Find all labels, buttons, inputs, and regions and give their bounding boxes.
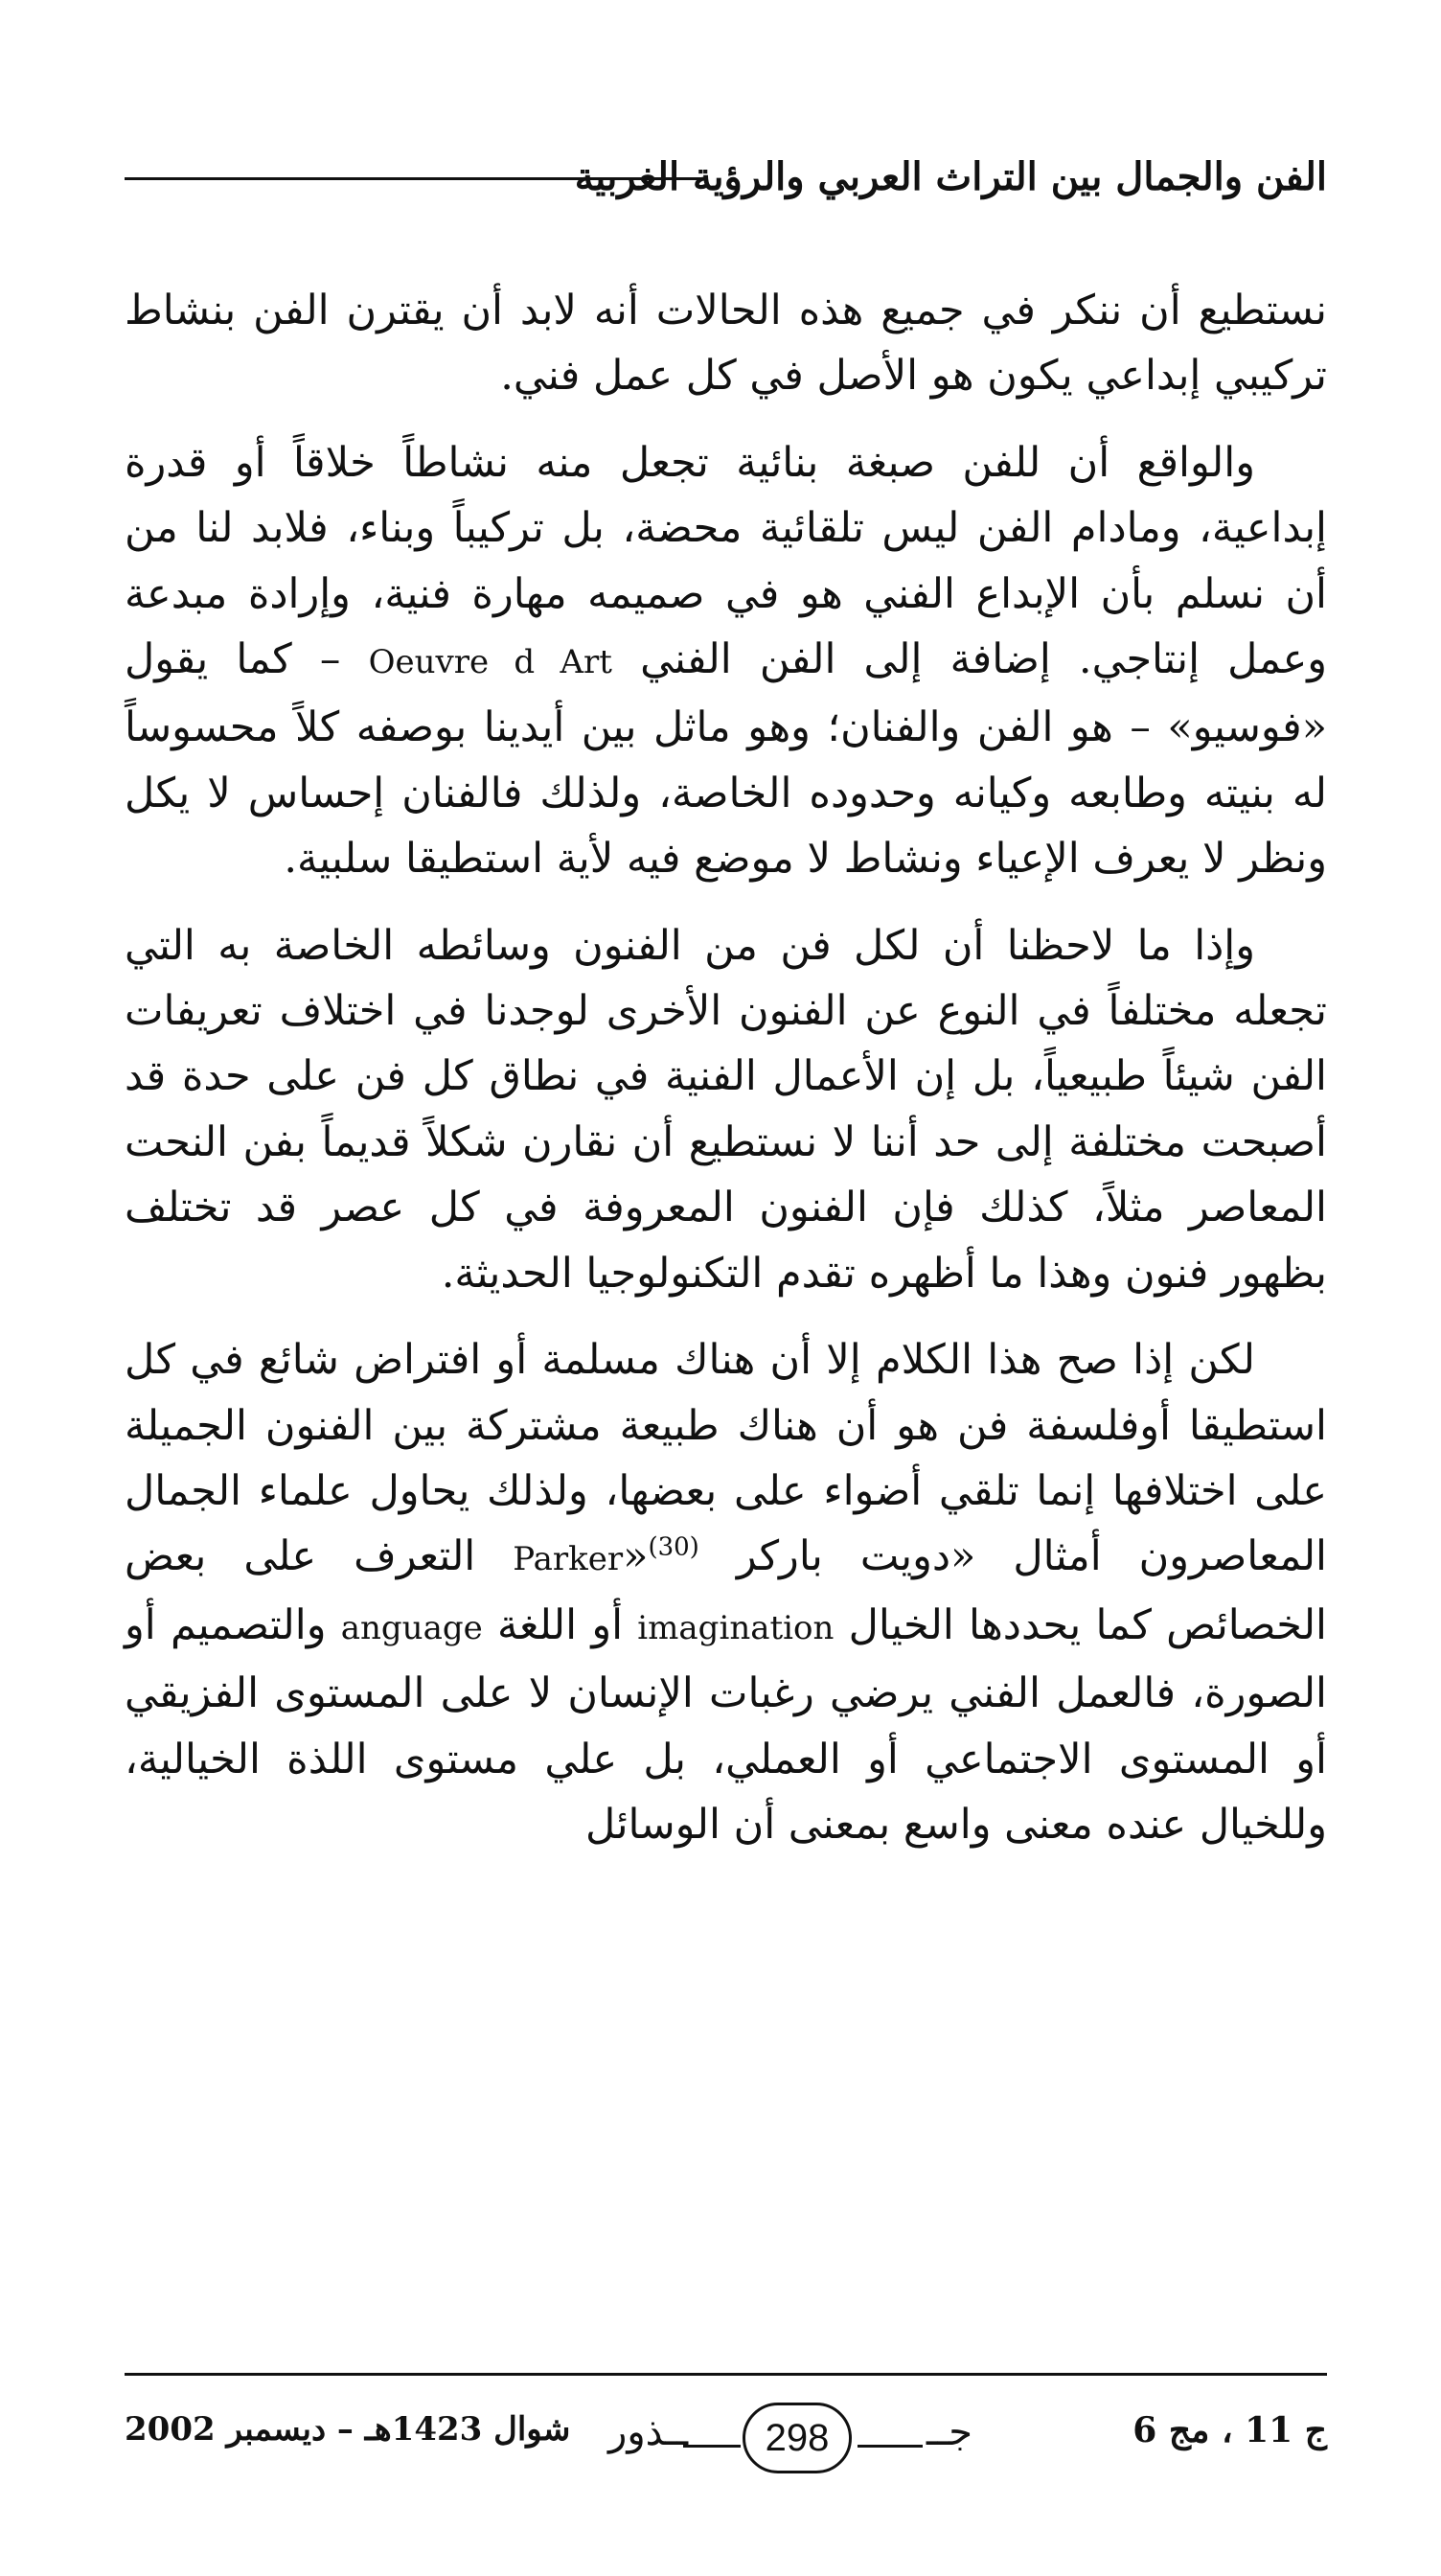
paragraph-4-part-e: والتصميم أو الصورة، فالعمل الفني يرضي رغبات الإنسان لا على المستوى الفزيقي أو المستوى الاجتماعي أو العملي، بل علي مستوى اللذة الخيالية، وللخيال عنده معنى واسع بمعنى أن الوسائل [125, 1600, 1327, 1849]
journal-logo [608, 2391, 972, 2487]
volume-info: ج 11 ، مج 6 [1132, 2410, 1327, 2450]
paragraph-1: نستطيع أن ننكر في جميع هذه الحالات أنه لابد أن يقترن الفن بنشاط تركيبي إبداعي يكون هو الأصل في كل عمل فني. [125, 287, 1327, 401]
body-text [125, 278, 1327, 1857]
journal-name-right: جــ [926, 2410, 972, 2454]
journal-stroke-right [858, 2445, 923, 2448]
latin-term-language: anguage [340, 1608, 483, 1647]
header-rule [125, 177, 704, 180]
paragraph-4-part-d: أو اللغة [497, 1600, 624, 1649]
page-number: 298 [743, 2403, 852, 2473]
latin-term-parker: Parker [513, 1540, 624, 1579]
latin-term-imagination: imagination [637, 1608, 835, 1647]
journal-stroke-left [683, 2445, 741, 2448]
footer-rule [125, 2373, 1327, 2376]
latin-term-oeuvre: Oeuvre d Art [368, 643, 612, 682]
running-header [125, 144, 1327, 211]
header-title: الفن والجمال بين التراث العربي والرؤية الغربية [574, 154, 1327, 199]
paragraph-4-part-a: لكن إذا صح هذا الكلام إلا أن هناك مسلمة أو افتراض شائع في كل استطيقا أوفلسفة فن هو أن هناك طبيعة مشتركة بين الفنون الجميلة على اختلافها إنما تلقي أضواء على بعضها، ولذلك يحاول علماء الجمال المعاصرون أمثال «دويت باركر [125, 1336, 1328, 1581]
paragraph-3: وإذا ما لاحظنا أن لكل فن من الفنون وسائطه الخاصة به التي تجعله مختلفاً في النوع عن الفنون الأخرى لوجدنا في اختلاف تعريفات الفن شيئاً طبيعياً، بل إن الأعمال الفنية في نطاق كل فن على حدة قد أصبحت مختلفة إلى حد أننا لا نستطيع أن نقارن شكلاً قديماً بفن النحت المعاصر مثلاً، كذلك فإن الفنون المعروفة في كل عصر قد تختلف بظهور فنون وهذا ما أظهره تقدم التكنولوجيا الحديثة. [125, 921, 1327, 1298]
footnote-ref-30: (30) [648, 1532, 699, 1562]
paragraph-4-part-c: التعرف على بعض الخصائص كما يحددها الخيال [125, 1532, 1328, 1649]
paragraph-2-part-b: – كما يقول «فوسيو» – هو الفن والفنان؛ وهو ماثل بين أيدينا بوصفه كلاً محسوساً له بنيته وطابعه وكيانه وحدوده الخاصة، ولذلك فالفنان إحساس لا يكل ونظر لا يعرف الإعياء ونشاط لا موضع فيه لأية استطيقا سلبية. [125, 635, 1327, 884]
paragraph-2 [125, 430, 1327, 892]
journal-name-left: ــذور [608, 2410, 689, 2454]
page-footer [125, 2391, 1327, 2496]
issue-date: شوال 1423هـ – ديسمبر 2002 [125, 2410, 571, 2449]
paragraph-2-part-a: والواقع أن للفن صبغة بنائية تجعل منه نشاطاً خلاقاً أو قدرة إبداعية، ومادام الفن ليس تلقائية محضة، بل تركيباً وبناء، فلابد لنا من أن نسلم بأن الإبداع الفني هو في صميمه مهارة فنية، وإرادة مبدعة وعمل إنتاجي. إضافة إلى الفن الفني [125, 438, 1328, 684]
paragraph-4-part-b: » [623, 1532, 649, 1581]
paragraph-4 [125, 1327, 1327, 1857]
